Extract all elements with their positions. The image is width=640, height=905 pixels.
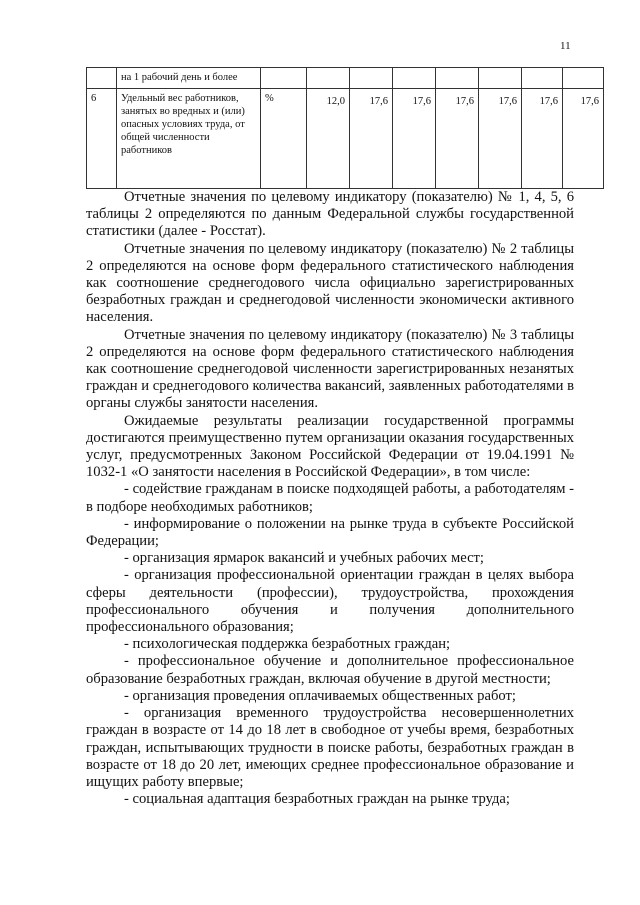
list-item: - психологическая поддержка безработных граждан; xyxy=(124,636,451,653)
value-cell: 17,6 xyxy=(479,89,522,189)
value-cell: 17,6 xyxy=(563,89,604,189)
table-cell xyxy=(307,68,350,89)
row-number: 6 xyxy=(87,89,117,189)
paragraph: Отчетные значения по целевому индикатору (показателю) № 2 таблицы 2 определяются на основе форм федерального статистического наблюдения как соотношение среднегодового числа официально зарегистрированных безработных граждан и среднегодовой численности экономически активного населения. xyxy=(86,240,574,326)
value-cell: 17,6 xyxy=(522,89,563,189)
list-item: - информирование о положении на рынке труда в субъекте Российской Федерации; xyxy=(86,515,574,550)
paragraph: Ожидаемые результаты реализации государственной программы достигаются преимущественно путем организации оказания государственных услуг, предусмотренных Законом Российской Федерации от 19.04.1991 № 1032-1 «О занятости населения в Российской Федерации», в том числе: xyxy=(86,412,574,481)
list-item: - организация проведения оплачиваемых общественных работ; xyxy=(124,687,516,704)
table-cell xyxy=(261,68,307,89)
value-cell: 17,6 xyxy=(393,89,436,189)
list-item: - социальная адаптация безработных граждан на рынке труда; xyxy=(124,791,510,808)
indicators-table xyxy=(86,67,604,189)
value-cell: 12,0 xyxy=(307,89,350,189)
paragraph: Отчетные значения по целевому индикатору (показателю) № 3 таблицы 2 определяются на основе форм федерального статистического наблюдения как соотношение среднегодовой численности зарегистрированных незанятых граждан и среднегодового количества вакансий, заявленных работодателями в органы службы занятости населения. xyxy=(86,326,574,412)
list-item: - организация временного трудоустройства несовершеннолетних граждан в возрасте от 14 до 18 лет в свободное от учебы время, безработных граждан, испытывающих трудности в поиске работы, безработных граждан в возрасте от 18 до 20 лет, имеющих среднее профессиональное образование и ищущих работу впервые; xyxy=(86,705,574,790)
table-row xyxy=(87,68,604,89)
table-cell xyxy=(350,68,393,89)
table-cell xyxy=(479,68,522,89)
table-cell xyxy=(522,68,563,89)
value-cell: 17,6 xyxy=(350,89,393,189)
table-row xyxy=(87,89,604,189)
value-cell: 17,6 xyxy=(436,89,479,189)
list-item: - организация ярмарок вакансий и учебных рабочих мест; xyxy=(124,550,484,567)
table-cell xyxy=(87,68,117,89)
body-text xyxy=(86,189,574,808)
indicator-label: на 1 рабочий день и более xyxy=(117,68,261,89)
list-item: - содействие гражданам в поиске подходящей работы, а работодателям - в подборе необходимых работников; xyxy=(86,481,574,515)
paragraph: Отчетные значения по целевому индикатору (показателю) № 1, 4, 5, 6 таблицы 2 определяются по данным Федеральной службы государственной статистики (далее - Росстат). xyxy=(86,189,574,240)
table-cell xyxy=(436,68,479,89)
page-number: 11 xyxy=(560,40,571,52)
table-cell xyxy=(393,68,436,89)
list-item: - организация профессиональной ориентации граждан в целях выбора сферы деятельности (профессии), трудоустройства, прохождения профессионального обучения и получения дополнительного профессионального образования; xyxy=(86,567,574,636)
list-item: - профессиональное обучение и дополнительное профессиональное образование безработных граждан, включая обучение в другой местности; xyxy=(86,653,574,687)
unit-cell: % xyxy=(261,89,307,189)
table-cell xyxy=(563,68,604,89)
indicator-label: Удельный вес работников, занятых во вредных и (или) опасных условиях труда, от общей численности работников xyxy=(117,89,261,189)
